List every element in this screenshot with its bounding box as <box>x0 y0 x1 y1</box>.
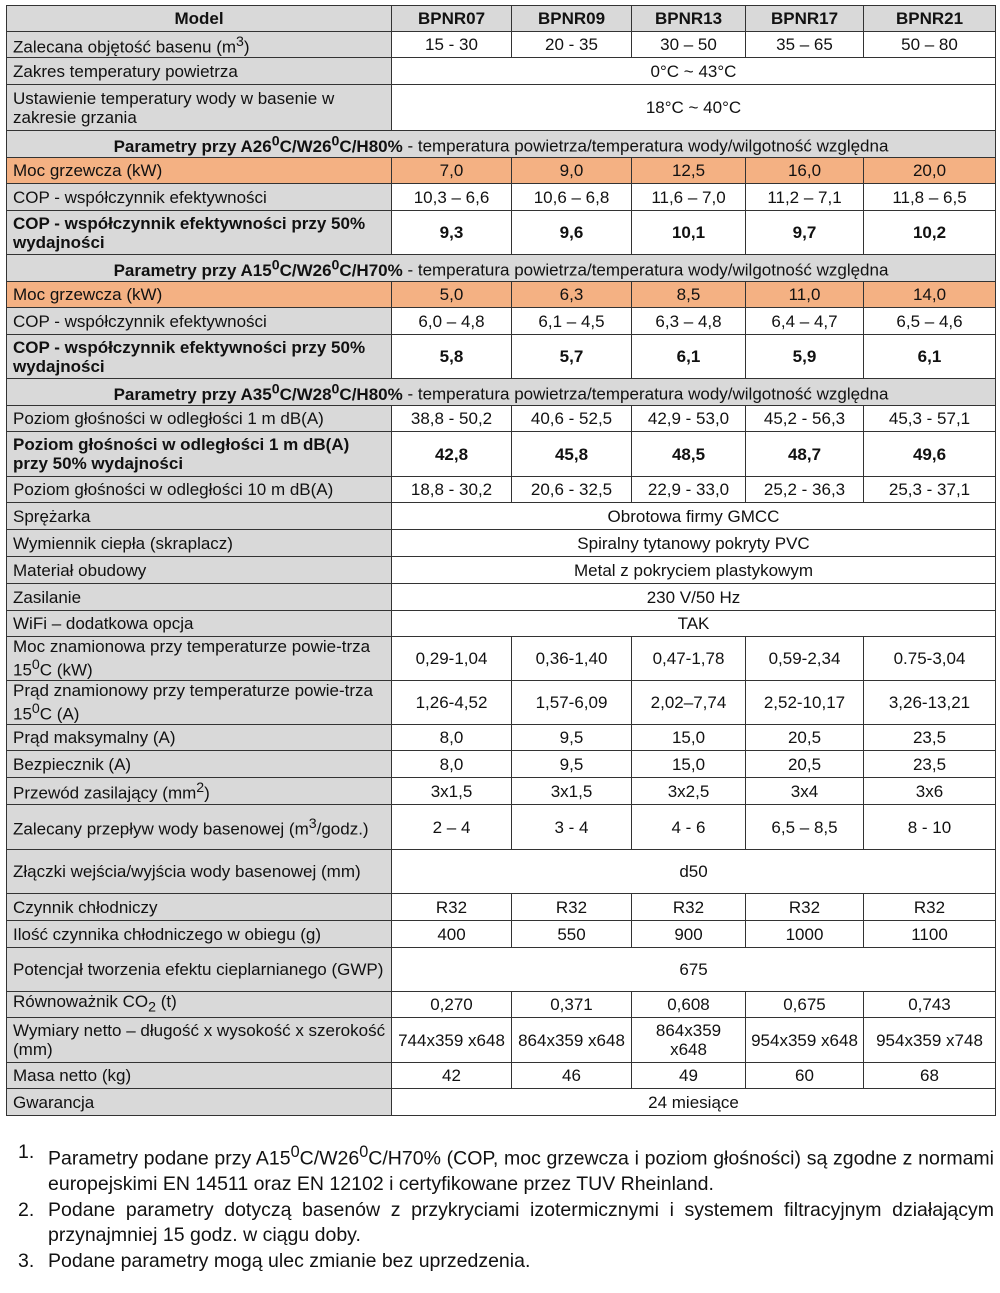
value-cell: 15,0 <box>632 725 746 751</box>
text-part: C/H70% <box>339 260 403 280</box>
footnote-item <box>18 1198 994 1248</box>
superscript: 0 <box>271 257 280 274</box>
header-cell: Model <box>7 6 392 32</box>
value-cell: 45,3 - 57,1 <box>864 406 996 432</box>
section-description: - temperatura powietrza/temperatura wody/wilgotność względna <box>402 384 889 404</box>
text-part: ) <box>243 37 250 57</box>
value-cell: 15,0 <box>632 751 746 778</box>
value-cell: 48,7 <box>746 432 864 477</box>
row-label <box>7 637 392 681</box>
row-label: Zasilanie <box>7 584 392 611</box>
value-cell: 30 – 50 <box>632 32 746 58</box>
value-cell: 11,2 – 7,1 <box>746 184 864 211</box>
text-part: C/W28 <box>279 384 332 404</box>
value-cell: 23,5 <box>864 725 996 751</box>
value-cell: 9,5 <box>512 751 632 778</box>
row-label: Moc grzewcza (kW) <box>7 282 392 308</box>
row-label <box>7 778 392 805</box>
superscript: 0 <box>31 701 40 718</box>
value-cell: 38,8 - 50,2 <box>392 406 512 432</box>
value-cell: 20,0 <box>864 158 996 184</box>
table-row <box>7 503 996 530</box>
row-label: COP - współczynnik efektywności przy 50% wydajności <box>7 211 392 255</box>
text-part: Podane parametry mogą ulec zmianie bez uprzedzenia. <box>48 1249 531 1272</box>
value-cell: 0,743 <box>864 992 996 1018</box>
value-cell: 3x4 <box>746 778 864 805</box>
row-label: Potencjał tworzenia efektu cieplarnianego (GWP) <box>7 948 392 992</box>
text-part: Moc znamionowa przy temperaturze powie-trza 15 <box>13 637 371 680</box>
row-label: Materiał obudowy <box>7 557 392 584</box>
text-part: Zalecany przepływ wody basenowej (m <box>13 819 309 839</box>
value-cell: 42,8 <box>392 432 512 477</box>
header-cell: BPNR13 <box>632 6 746 32</box>
row-label: Złączki wejścia/wyjścia wody basenowej (mm) <box>7 850 392 894</box>
value-cell: 6,5 – 8,5 <box>746 805 864 850</box>
value-cell: 10,6 – 6,8 <box>512 184 632 211</box>
value-cell: 16,0 <box>746 158 864 184</box>
table-row <box>7 32 996 58</box>
value-cell: R32 <box>632 894 746 921</box>
text-part: (t) <box>155 992 177 1011</box>
value-cell: 5,8 <box>392 335 512 379</box>
value-cell: 6,1 – 4,5 <box>512 308 632 335</box>
value-cell: 48,5 <box>632 432 746 477</box>
footnote-number: 1. <box>18 1141 35 1163</box>
value-cell: 2 – 4 <box>392 805 512 850</box>
header-cell: BPNR07 <box>392 6 512 32</box>
text-part: C/H80% <box>339 136 403 156</box>
section-header-cell <box>7 255 996 282</box>
value-cell: 46 <box>512 1063 632 1089</box>
superscript: 0 <box>271 381 280 398</box>
table-row <box>7 477 996 503</box>
value-cell: 5,9 <box>746 335 864 379</box>
value-cell: 9,6 <box>512 211 632 255</box>
value-cell: 0,270 <box>392 992 512 1018</box>
value-cell: 42 <box>392 1063 512 1089</box>
value-cell: 8,0 <box>392 751 512 778</box>
text-part: C/W26 <box>299 1147 360 1170</box>
value-cell: 22,9 - 33,0 <box>632 477 746 503</box>
footnote-item <box>18 1249 994 1274</box>
section-title <box>113 257 403 280</box>
table-row <box>7 805 996 850</box>
value-cell: 1,57-6,09 <box>512 681 632 725</box>
value-cell: 3x2,5 <box>632 778 746 805</box>
table-row <box>7 58 996 85</box>
value-cell: 5,7 <box>512 335 632 379</box>
table-row <box>7 1018 996 1063</box>
value-cell-merged: Metal z pokryciem plastykowym <box>392 557 996 584</box>
row-label: COP - współczynnik efektywności <box>7 308 392 335</box>
table-row <box>7 1063 996 1089</box>
table-row <box>7 530 996 557</box>
row-label: Ilość czynnika chłodniczego w obiegu (g) <box>7 921 392 948</box>
value-cell: 14,0 <box>864 282 996 308</box>
value-cell: 25,3 - 37,1 <box>864 477 996 503</box>
superscript: 2 <box>196 780 205 797</box>
text-part: Prąd znamionowy przy temperaturze powie-trza 15 <box>13 681 373 724</box>
text-part: Przewód zasilający (mm <box>13 783 197 803</box>
text-part: Podane parametry dotyczą basenów z przykryciami izotermicznymi i systemem filtracyjnym działającym przynajmniej 15 godz. w ciągu doby. <box>48 1198 994 1246</box>
table-row <box>7 992 996 1018</box>
value-cell: 20,5 <box>746 751 864 778</box>
value-cell: 6,1 <box>864 335 996 379</box>
value-cell: 35 – 65 <box>746 32 864 58</box>
text-part: C/W26 <box>279 260 332 280</box>
value-cell: 1000 <box>746 921 864 948</box>
value-cell-merged: d50 <box>392 850 996 894</box>
table-row <box>7 921 996 948</box>
table-row <box>7 584 996 611</box>
value-cell: 0.75-3,04 <box>864 637 996 681</box>
value-cell-merged: 675 <box>392 948 996 992</box>
superscript: 0 <box>290 1143 300 1161</box>
value-cell: 40,6 - 52,5 <box>512 406 632 432</box>
table-row <box>7 282 996 308</box>
table-row <box>7 681 996 725</box>
text-part: Parametry przy A26 <box>113 136 272 156</box>
row-label: Czynnik chłodniczy <box>7 894 392 921</box>
table-row <box>7 158 996 184</box>
table-row <box>7 637 996 681</box>
section-description: - temperatura powietrza/temperatura wody/wilgotność względna <box>402 136 889 156</box>
row-label <box>7 992 392 1018</box>
text-part: C/W26 <box>279 136 332 156</box>
value-cell: 25,2 - 36,3 <box>746 477 864 503</box>
table-row <box>7 85 996 131</box>
value-cell: 11,6 – 7,0 <box>632 184 746 211</box>
value-cell: 9,5 <box>512 725 632 751</box>
value-cell-merged: 0°C ~ 43°C <box>392 58 996 85</box>
row-label: Zakres temperatury powietrza <box>7 58 392 85</box>
value-cell: R32 <box>864 894 996 921</box>
value-cell: R32 <box>746 894 864 921</box>
row-label: Poziom głośności w odległości 1 m dB(A) <box>7 406 392 432</box>
row-label: Masa netto (kg) <box>7 1063 392 1089</box>
text-part: C/H70% (COP, moc grzewcza i poziom głośności) są zgodne z normami europejskimi EN 14511 oraz EN 12102 i certyfikowane przez TUV Rheinland. <box>48 1147 994 1195</box>
superscript: 3 <box>308 816 317 833</box>
table-row <box>7 308 996 335</box>
subscript: 2 <box>148 999 156 1016</box>
value-cell: 3,26-13,21 <box>864 681 996 725</box>
text-part: Parametry przy A15 <box>113 260 272 280</box>
row-label: WiFi – dodatkowa opcja <box>7 611 392 637</box>
value-cell: 11,8 – 6,5 <box>864 184 996 211</box>
footnote-number: 3. <box>18 1249 35 1272</box>
footnote-number: 2. <box>18 1198 35 1221</box>
value-cell: 15 - 30 <box>392 32 512 58</box>
value-cell-merged: Obrotowa firmy GMCC <box>392 503 996 530</box>
value-cell: 2,02–7,74 <box>632 681 746 725</box>
value-cell: 10,2 <box>864 211 996 255</box>
table-row <box>7 948 996 992</box>
value-cell: 6,3 <box>512 282 632 308</box>
table-row <box>7 184 996 211</box>
table-row <box>7 1089 996 1116</box>
value-cell: 12,5 <box>632 158 746 184</box>
value-cell: 0,36-1,40 <box>512 637 632 681</box>
spec-table <box>6 5 996 1116</box>
row-label: Poziom głośności w odległości 10 m dB(A) <box>7 477 392 503</box>
row-label: Bezpiecznik (A) <box>7 751 392 778</box>
value-cell: 49 <box>632 1063 746 1089</box>
value-cell: 0,608 <box>632 992 746 1018</box>
section-header-cell <box>7 379 996 406</box>
table-row <box>7 335 996 379</box>
table-header-row <box>7 6 996 32</box>
table-row <box>7 850 996 894</box>
value-cell: 3x1,5 <box>512 778 632 805</box>
section-header-row <box>7 379 996 406</box>
section-header-cell <box>7 131 996 158</box>
row-label: Sprężarka <box>7 503 392 530</box>
value-cell: 0,675 <box>746 992 864 1018</box>
superscript: 0 <box>359 1143 369 1161</box>
value-cell: 1100 <box>864 921 996 948</box>
row-label: Prąd maksymalny (A) <box>7 725 392 751</box>
text-part: ) <box>204 783 210 803</box>
value-cell: 18,8 - 30,2 <box>392 477 512 503</box>
value-cell: 68 <box>864 1063 996 1089</box>
text-part: Parametry podane przy A15 <box>48 1147 291 1170</box>
superscript: 0 <box>271 133 280 150</box>
row-label: Wymiary netto – długość x wysokość x szerokość (mm) <box>7 1018 392 1063</box>
text-part: C (kW) <box>39 660 93 680</box>
value-cell: 5,0 <box>392 282 512 308</box>
value-cell-merged: 18°C ~ 40°C <box>392 85 996 131</box>
value-cell: R32 <box>512 894 632 921</box>
value-cell: 3x6 <box>864 778 996 805</box>
table-row <box>7 557 996 584</box>
section-header-row <box>7 131 996 158</box>
row-label <box>7 805 392 850</box>
row-label <box>7 681 392 725</box>
section-header-row <box>7 255 996 282</box>
value-cell: 23,5 <box>864 751 996 778</box>
header-cell: BPNR21 <box>864 6 996 32</box>
value-cell: 20 - 35 <box>512 32 632 58</box>
text-part: C (A) <box>39 704 80 724</box>
section-description: - temperatura powietrza/temperatura wody/wilgotność względna <box>402 260 889 280</box>
header-cell: BPNR17 <box>746 6 864 32</box>
value-cell: 3 - 4 <box>512 805 632 850</box>
value-cell: 0,29-1,04 <box>392 637 512 681</box>
value-cell: 6,3 – 4,8 <box>632 308 746 335</box>
value-cell: R32 <box>392 894 512 921</box>
value-cell: 550 <box>512 921 632 948</box>
row-label: Moc grzewcza (kW) <box>7 158 392 184</box>
value-cell: 45,2 - 56,3 <box>746 406 864 432</box>
value-cell: 0,47-1,78 <box>632 637 746 681</box>
superscript: 0 <box>31 657 40 674</box>
table-row <box>7 894 996 921</box>
value-cell: 8,5 <box>632 282 746 308</box>
text-part: Zalecana objętość basenu (m <box>13 37 237 57</box>
table-row <box>7 725 996 751</box>
value-cell: 7,0 <box>392 158 512 184</box>
value-cell: 954x359 x648 <box>746 1018 864 1063</box>
value-cell: 864x359 x648 <box>512 1018 632 1063</box>
value-cell: 400 <box>392 921 512 948</box>
table-row <box>7 211 996 255</box>
row-label: Gwarancja <box>7 1089 392 1116</box>
value-cell-merged: Spiralny tytanowy pokryty PVC <box>392 530 996 557</box>
header-cell: BPNR09 <box>512 6 632 32</box>
value-cell: 0,371 <box>512 992 632 1018</box>
spec-table-body <box>7 6 996 1116</box>
text-part: C/H80% <box>339 384 403 404</box>
value-cell: 8 - 10 <box>864 805 996 850</box>
value-cell: 0,59-2,34 <box>746 637 864 681</box>
value-cell: 42,9 - 53,0 <box>632 406 746 432</box>
table-row <box>7 432 996 477</box>
value-cell: 9,0 <box>512 158 632 184</box>
row-label: Poziom głośności w odległości 1 m dB(A) przy 50% wydajności <box>7 432 392 477</box>
superscript: 3 <box>236 33 244 50</box>
table-row <box>7 611 996 637</box>
text-part: Parametry przy A35 <box>113 384 272 404</box>
footnotes-list <box>18 1140 994 1275</box>
value-cell: 10,1 <box>632 211 746 255</box>
value-cell: 20,6 - 32,5 <box>512 477 632 503</box>
value-cell: 9,7 <box>746 211 864 255</box>
value-cell-merged: TAK <box>392 611 996 637</box>
value-cell: 8,0 <box>392 725 512 751</box>
value-cell-merged: 230 V/50 Hz <box>392 584 996 611</box>
superscript: 0 <box>331 257 340 274</box>
value-cell: 9,3 <box>392 211 512 255</box>
table-row <box>7 751 996 778</box>
value-cell: 10,3 – 6,6 <box>392 184 512 211</box>
value-cell: 6,1 <box>632 335 746 379</box>
value-cell: 11,0 <box>746 282 864 308</box>
row-label: Wymiennik ciepła (skraplacz) <box>7 530 392 557</box>
value-cell: 45,8 <box>512 432 632 477</box>
value-cell: 6,5 – 4,6 <box>864 308 996 335</box>
value-cell-merged: 24 miesiące <box>392 1089 996 1116</box>
section-title <box>113 381 403 404</box>
value-cell: 20,5 <box>746 725 864 751</box>
value-cell: 50 – 80 <box>864 32 996 58</box>
value-cell: 4 - 6 <box>632 805 746 850</box>
table-row <box>7 406 996 432</box>
value-cell: 6,4 – 4,7 <box>746 308 864 335</box>
row-label: Ustawienie temperatury wody w basenie w zakresie grzania <box>7 85 392 131</box>
value-cell: 954x359 x748 <box>864 1018 996 1063</box>
value-cell: 900 <box>632 921 746 948</box>
section-title <box>113 133 403 156</box>
superscript: 0 <box>331 381 340 398</box>
value-cell: 864x359 x648 <box>632 1018 746 1063</box>
value-cell: 1,26-4,52 <box>392 681 512 725</box>
value-cell: 2,52-10,17 <box>746 681 864 725</box>
value-cell: 6,0 – 4,8 <box>392 308 512 335</box>
text-part: Równoważnik CO <box>13 992 149 1011</box>
table-row <box>7 778 996 805</box>
value-cell: 60 <box>746 1063 864 1089</box>
row-label <box>7 32 392 58</box>
footnote-item <box>18 1140 994 1197</box>
value-cell: 49,6 <box>864 432 996 477</box>
row-label: COP - współczynnik efektywności <box>7 184 392 211</box>
superscript: 0 <box>331 133 340 150</box>
row-label: COP - współczynnik efektywności przy 50% wydajności <box>7 335 392 379</box>
text-part: /godz.) <box>316 819 369 839</box>
value-cell: 744x359 x648 <box>392 1018 512 1063</box>
value-cell: 3x1,5 <box>392 778 512 805</box>
